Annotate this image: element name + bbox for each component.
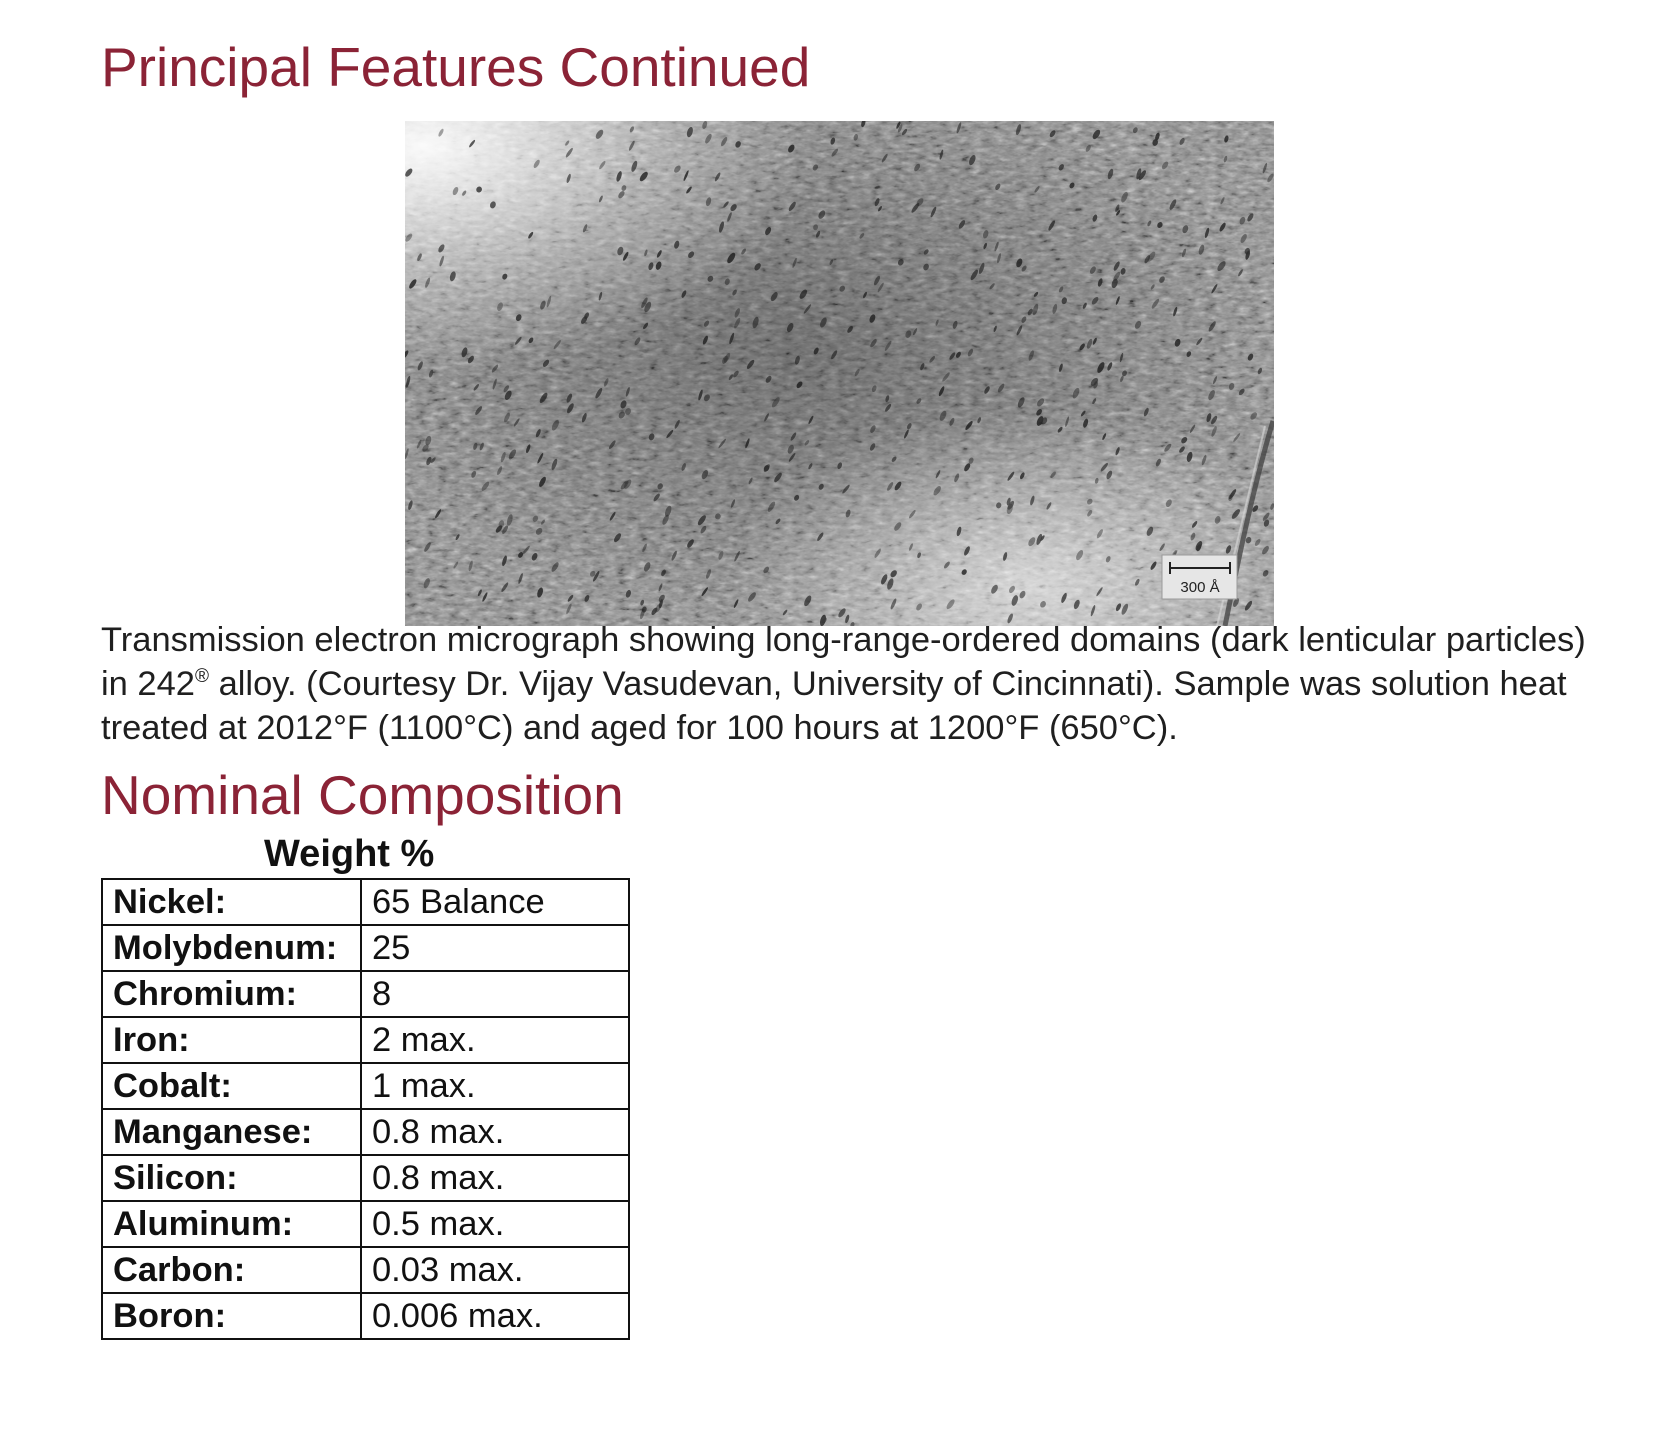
element-name-cell: Chromium: bbox=[102, 971, 361, 1017]
table-row bbox=[102, 1109, 629, 1155]
element-value-cell: 0.5 max. bbox=[361, 1201, 629, 1247]
table-row bbox=[102, 1293, 629, 1339]
element-name-cell: Iron: bbox=[102, 1017, 361, 1063]
table-row bbox=[102, 1201, 629, 1247]
composition-table bbox=[101, 878, 630, 1340]
element-name-cell: Cobalt: bbox=[102, 1063, 361, 1109]
caption-text-part2: alloy. (Courtesy Dr. Vijay Vasudevan, University of Cincinnati). Sample was solution heat treated at 2012°F (1100°C) and aged for 100 hours at 1200°F (650°C). bbox=[101, 665, 1567, 747]
element-name-cell: Carbon: bbox=[102, 1247, 361, 1293]
table-row bbox=[102, 1063, 629, 1109]
element-name-cell: Boron: bbox=[102, 1293, 361, 1339]
table-row bbox=[102, 971, 629, 1017]
registered-mark: ® bbox=[195, 666, 209, 687]
element-value-cell: 1 max. bbox=[361, 1063, 629, 1109]
scale-bar bbox=[1162, 555, 1237, 599]
micrograph-caption bbox=[101, 618, 1601, 750]
element-name-cell: Aluminum: bbox=[102, 1201, 361, 1247]
table-row bbox=[102, 925, 629, 971]
element-name-cell: Manganese: bbox=[102, 1109, 361, 1155]
element-name-cell: Molybdenum: bbox=[102, 925, 361, 971]
table-caption: Weight % bbox=[264, 833, 435, 875]
element-value-cell: 0.006 max. bbox=[361, 1293, 629, 1339]
scale-bar-label: 300 Å bbox=[1180, 579, 1220, 596]
composition-table-body bbox=[102, 879, 629, 1339]
element-value-cell: 0.03 max. bbox=[361, 1247, 629, 1293]
micrograph-image bbox=[405, 121, 1274, 626]
caption-text-part1: Transmission electron micrograph showing long-range-ordered domains (dark lenticular particles) in 242 bbox=[101, 621, 1586, 703]
table-row bbox=[102, 1247, 629, 1293]
element-value-cell: 2 max. bbox=[361, 1017, 629, 1063]
element-value-cell: 0.8 max. bbox=[361, 1109, 629, 1155]
element-value-cell: 25 bbox=[361, 925, 629, 971]
table-row bbox=[102, 1017, 629, 1063]
element-name-cell: Silicon: bbox=[102, 1155, 361, 1201]
section-title: Nominal Composition bbox=[101, 764, 624, 826]
element-value-cell: 65 Balance bbox=[361, 879, 629, 925]
element-value-cell: 0.8 max. bbox=[361, 1155, 629, 1201]
table-row bbox=[102, 879, 629, 925]
element-value-cell: 8 bbox=[361, 971, 629, 1017]
page-title: Principal Features Continued bbox=[101, 36, 811, 98]
element-name-cell: Nickel: bbox=[102, 879, 361, 925]
table-row bbox=[102, 1155, 629, 1201]
